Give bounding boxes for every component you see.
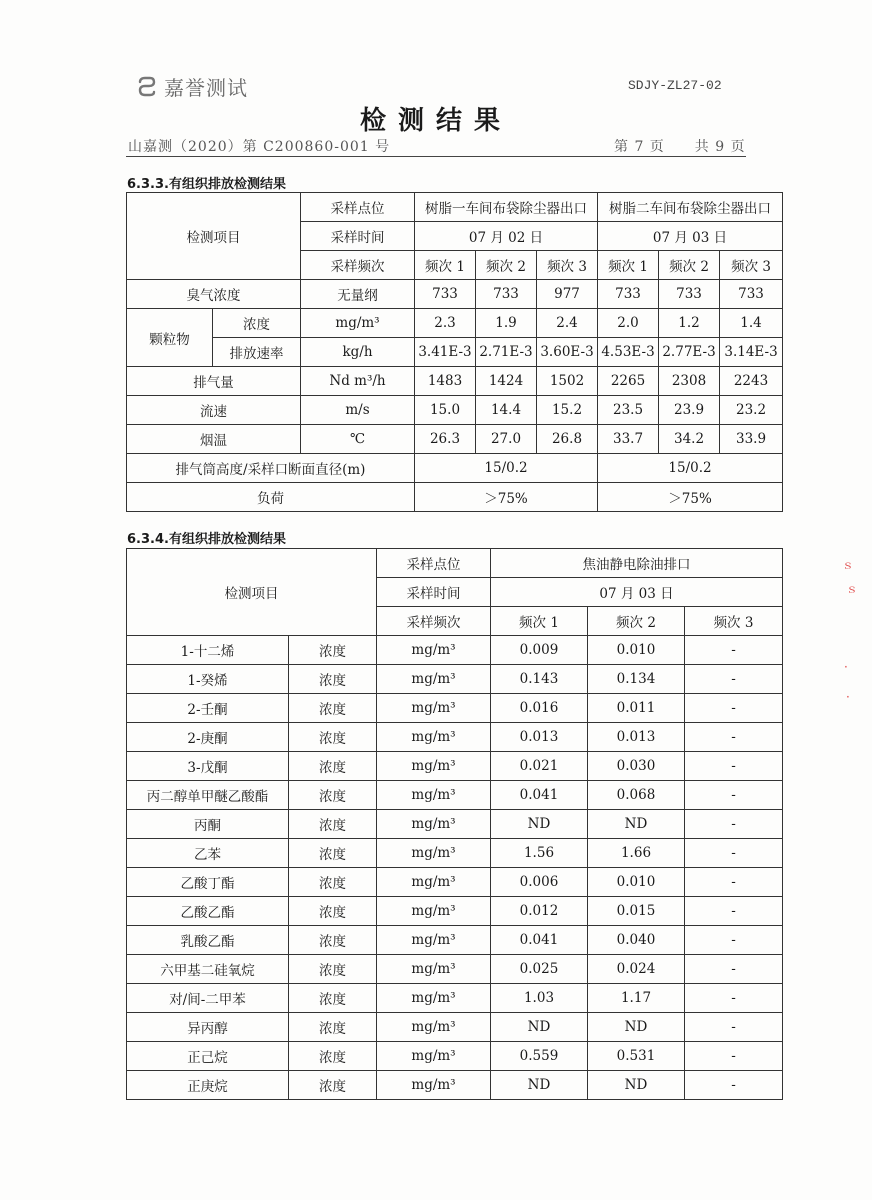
value-cell: 0.013 [491, 723, 588, 752]
unit-cell: mg/m³ [377, 984, 491, 1013]
compound-name: 乳酸乙酯 [127, 926, 289, 955]
stamp-fragment: · [844, 660, 848, 674]
header-cell: 采样点位 [301, 193, 415, 222]
value-cell: 2.71E-3 [476, 338, 537, 367]
value-cell: 1.2 [659, 309, 720, 338]
value-cell: - [685, 752, 783, 781]
compound-name: 异丙醇 [127, 1013, 289, 1042]
unit-cell: Nd m³/h [301, 367, 415, 396]
value-cell: 0.025 [491, 955, 588, 984]
value-cell: ND [491, 810, 588, 839]
value-cell: ND [588, 1071, 685, 1100]
table-row [127, 396, 783, 425]
value-cell: 3.14E-3 [720, 338, 783, 367]
section-title: 6.3.3.有组织排放检测结果 [127, 177, 286, 192]
table-row [127, 810, 783, 839]
freq-cell: 频次 1 [415, 251, 476, 280]
table-row [127, 367, 783, 396]
measure-type: 浓度 [289, 694, 377, 723]
header-divider [126, 156, 746, 157]
value-cell: 15/0.2 [598, 454, 783, 483]
value-cell: 1.03 [491, 984, 588, 1013]
value-cell: 2.3 [415, 309, 476, 338]
sampling-date: 07 月 02 日 [415, 222, 598, 251]
unit-cell: mg/m³ [377, 926, 491, 955]
item-subname: 排放速率 [213, 338, 301, 367]
value-cell: - [685, 694, 783, 723]
value-cell: 0.041 [491, 926, 588, 955]
unit-cell: mg/m³ [377, 810, 491, 839]
sampling-point: 树脂二车间布袋除尘器出口 [598, 193, 783, 222]
compound-name: 乙酸乙酯 [127, 897, 289, 926]
value-cell: 15.0 [415, 396, 476, 425]
table-row [127, 694, 783, 723]
value-cell: 977 [537, 280, 598, 309]
compound-name: 丙酮 [127, 810, 289, 839]
compound-name: 正己烷 [127, 1042, 289, 1071]
item-name: 烟温 [127, 425, 301, 454]
freq-cell: 频次 2 [476, 251, 537, 280]
measure-type: 浓度 [289, 1071, 377, 1100]
value-cell: 15.2 [537, 396, 598, 425]
stamp-fragment: ｓ [842, 558, 855, 572]
unit-cell: mg/m³ [377, 636, 491, 665]
value-cell: 4.53E-3 [598, 338, 659, 367]
value-cell: 3.41E-3 [415, 338, 476, 367]
freq-cell: 频次 3 [537, 251, 598, 280]
value-cell: 1502 [537, 367, 598, 396]
value-cell: 26.8 [537, 425, 598, 454]
table-row [127, 1071, 783, 1100]
table-row [127, 955, 783, 984]
freq-cell: 频次 2 [659, 251, 720, 280]
value-cell: - [685, 926, 783, 955]
table-row [127, 483, 783, 512]
value-cell: 2243 [720, 367, 783, 396]
value-cell: 23.2 [720, 396, 783, 425]
value-cell: - [685, 868, 783, 897]
header-cell: 检测项目 [127, 549, 377, 636]
header-cell: 采样频次 [377, 607, 491, 636]
table-row [127, 454, 783, 483]
value-cell: 0.024 [588, 955, 685, 984]
item-name: 臭气浓度 [127, 280, 301, 309]
value-cell: 0.011 [588, 694, 685, 723]
unit-cell: ℃ [301, 425, 415, 454]
measure-type: 浓度 [289, 752, 377, 781]
value-cell: ＞75% [598, 483, 783, 512]
value-cell: 0.006 [491, 868, 588, 897]
value-cell: - [685, 955, 783, 984]
value-cell: 2308 [659, 367, 720, 396]
unit-cell: mg/m³ [377, 723, 491, 752]
table-row [127, 926, 783, 955]
value-cell: 0.012 [491, 897, 588, 926]
value-cell: - [685, 984, 783, 1013]
header-cell: 检测项目 [127, 193, 301, 280]
value-cell: 733 [476, 280, 537, 309]
table-row [127, 636, 783, 665]
measure-type: 浓度 [289, 897, 377, 926]
table-row [127, 425, 783, 454]
value-cell: - [685, 810, 783, 839]
unit-cell: mg/m³ [377, 665, 491, 694]
sampling-date: 07 月 03 日 [491, 578, 783, 607]
page-number: 第 7 页 共 9 页 [614, 139, 746, 155]
table-row [127, 984, 783, 1013]
value-cell: 33.7 [598, 425, 659, 454]
value-cell: ND [491, 1013, 588, 1042]
measure-type: 浓度 [289, 781, 377, 810]
sampling-point: 焦油静电除油排口 [491, 549, 783, 578]
section-title: 6.3.4.有组织排放检测结果 [127, 532, 286, 547]
value-cell: ND [588, 810, 685, 839]
value-cell: - [685, 839, 783, 868]
unit-cell: mg/m³ [301, 309, 415, 338]
value-cell: - [685, 1042, 783, 1071]
compound-name: 2-壬酮 [127, 694, 289, 723]
compound-name: 2-庚酮 [127, 723, 289, 752]
value-cell: 0.010 [588, 636, 685, 665]
sampling-date: 07 月 03 日 [598, 222, 783, 251]
measure-type: 浓度 [289, 1013, 377, 1042]
unit-cell: mg/m³ [377, 694, 491, 723]
compound-name: 乙酸丁酯 [127, 868, 289, 897]
value-cell: 2.0 [598, 309, 659, 338]
item-name: 流速 [127, 396, 301, 425]
emission-results-table-1 [126, 192, 783, 512]
unit-cell: mg/m³ [377, 752, 491, 781]
value-cell: - [685, 723, 783, 752]
measure-type: 浓度 [289, 926, 377, 955]
report-number: 山嘉测（2020）第 C200860-001 号 [128, 139, 391, 155]
value-cell: 0.021 [491, 752, 588, 781]
value-cell: 733 [659, 280, 720, 309]
freq-cell: 频次 3 [685, 607, 783, 636]
table-row [127, 309, 783, 338]
value-cell: - [685, 1013, 783, 1042]
value-cell: 0.143 [491, 665, 588, 694]
value-cell: 3.60E-3 [537, 338, 598, 367]
table-row [127, 781, 783, 810]
value-cell: 0.041 [491, 781, 588, 810]
item-subname: 浓度 [213, 309, 301, 338]
stamp-fragment: ｓ [846, 582, 859, 596]
header-cell: 采样时间 [301, 222, 415, 251]
unit-cell: mg/m³ [377, 897, 491, 926]
document-code: SDJY-ZL27-02 [628, 78, 722, 93]
value-cell: 0.559 [491, 1042, 588, 1071]
company-logo [136, 72, 248, 101]
unit-cell: mg/m³ [377, 955, 491, 984]
value-cell: 0.015 [588, 897, 685, 926]
table-row [127, 723, 783, 752]
value-cell: 23.5 [598, 396, 659, 425]
unit-cell: m/s [301, 396, 415, 425]
item-name: 排气量 [127, 367, 301, 396]
measure-type: 浓度 [289, 868, 377, 897]
value-cell: 0.030 [588, 752, 685, 781]
item-group: 颗粒物 [127, 309, 213, 367]
emission-results-table-2 [126, 548, 783, 1100]
table-row [127, 752, 783, 781]
value-cell: 1.56 [491, 839, 588, 868]
value-cell: 1424 [476, 367, 537, 396]
freq-cell: 频次 1 [598, 251, 659, 280]
value-cell: - [685, 665, 783, 694]
compound-name: 1-十二烯 [127, 636, 289, 665]
table-row [127, 280, 783, 309]
compound-name: 3-戊酮 [127, 752, 289, 781]
unit-cell: mg/m³ [377, 1042, 491, 1071]
measure-type: 浓度 [289, 984, 377, 1013]
header-cell: 采样时间 [377, 578, 491, 607]
table-row [127, 1013, 783, 1042]
value-cell: 1.9 [476, 309, 537, 338]
unit-cell: mg/m³ [377, 1071, 491, 1100]
value-cell: 27.0 [476, 425, 537, 454]
value-cell: 0.068 [588, 781, 685, 810]
compound-name: 乙苯 [127, 839, 289, 868]
value-cell: - [685, 1071, 783, 1100]
value-cell: 2.77E-3 [659, 338, 720, 367]
value-cell: 0.013 [588, 723, 685, 752]
item-name: 负荷 [127, 483, 415, 512]
stamp-fragment: · [846, 690, 850, 704]
unit-cell: mg/m³ [377, 781, 491, 810]
value-cell: 2265 [598, 367, 659, 396]
header-cell: 采样点位 [377, 549, 491, 578]
sampling-point: 树脂一车间布袋除尘器出口 [415, 193, 598, 222]
measure-type: 浓度 [289, 636, 377, 665]
item-name: 排气筒高度/采样口断面直径(m) [127, 454, 415, 483]
compound-name: 正庚烷 [127, 1071, 289, 1100]
unit-cell: mg/m³ [377, 839, 491, 868]
header-cell: 采样频次 [301, 251, 415, 280]
logo-text: 嘉誉测试 [164, 76, 248, 100]
table-row [127, 193, 783, 222]
value-cell: - [685, 897, 783, 926]
value-cell: 0.016 [491, 694, 588, 723]
unit-cell: mg/m³ [377, 868, 491, 897]
value-cell: 1.66 [588, 839, 685, 868]
value-cell: 1.17 [588, 984, 685, 1013]
value-cell: 2.4 [537, 309, 598, 338]
value-cell: ND [491, 1071, 588, 1100]
value-cell: 1.4 [720, 309, 783, 338]
freq-cell: 频次 2 [588, 607, 685, 636]
measure-type: 浓度 [289, 723, 377, 752]
page-title: 检测结果 [359, 106, 512, 136]
measure-type: 浓度 [289, 955, 377, 984]
compound-name: 1-癸烯 [127, 665, 289, 694]
table-row [127, 338, 783, 367]
measure-type: 浓度 [289, 839, 377, 868]
logo-icon [136, 76, 158, 98]
unit-cell: kg/h [301, 338, 415, 367]
unit-cell: 无量纲 [301, 280, 415, 309]
value-cell: 0.040 [588, 926, 685, 955]
value-cell: 733 [720, 280, 783, 309]
value-cell: 733 [598, 280, 659, 309]
freq-cell: 频次 1 [491, 607, 588, 636]
value-cell: 33.9 [720, 425, 783, 454]
value-cell: 1483 [415, 367, 476, 396]
value-cell: 0.009 [491, 636, 588, 665]
value-cell: ND [588, 1013, 685, 1042]
value-cell: 26.3 [415, 425, 476, 454]
value-cell: 0.531 [588, 1042, 685, 1071]
value-cell: 733 [415, 280, 476, 309]
value-cell: 0.010 [588, 868, 685, 897]
unit-cell: mg/m³ [377, 1013, 491, 1042]
value-cell: - [685, 636, 783, 665]
value-cell: 23.9 [659, 396, 720, 425]
value-cell: 0.134 [588, 665, 685, 694]
table-row [127, 549, 783, 578]
value-cell: 14.4 [476, 396, 537, 425]
value-cell: - [685, 781, 783, 810]
value-cell: 34.2 [659, 425, 720, 454]
compound-name: 丙二醇单甲醚乙酸酯 [127, 781, 289, 810]
measure-type: 浓度 [289, 1042, 377, 1071]
table-row [127, 839, 783, 868]
table-row [127, 1042, 783, 1071]
table-row [127, 868, 783, 897]
value-cell: ＞75% [415, 483, 598, 512]
measure-type: 浓度 [289, 665, 377, 694]
measure-type: 浓度 [289, 810, 377, 839]
table-row [127, 897, 783, 926]
table-row [127, 665, 783, 694]
freq-cell: 频次 3 [720, 251, 783, 280]
compound-name: 对/间-二甲苯 [127, 984, 289, 1013]
value-cell: 15/0.2 [415, 454, 598, 483]
compound-name: 六甲基二硅氧烷 [127, 955, 289, 984]
